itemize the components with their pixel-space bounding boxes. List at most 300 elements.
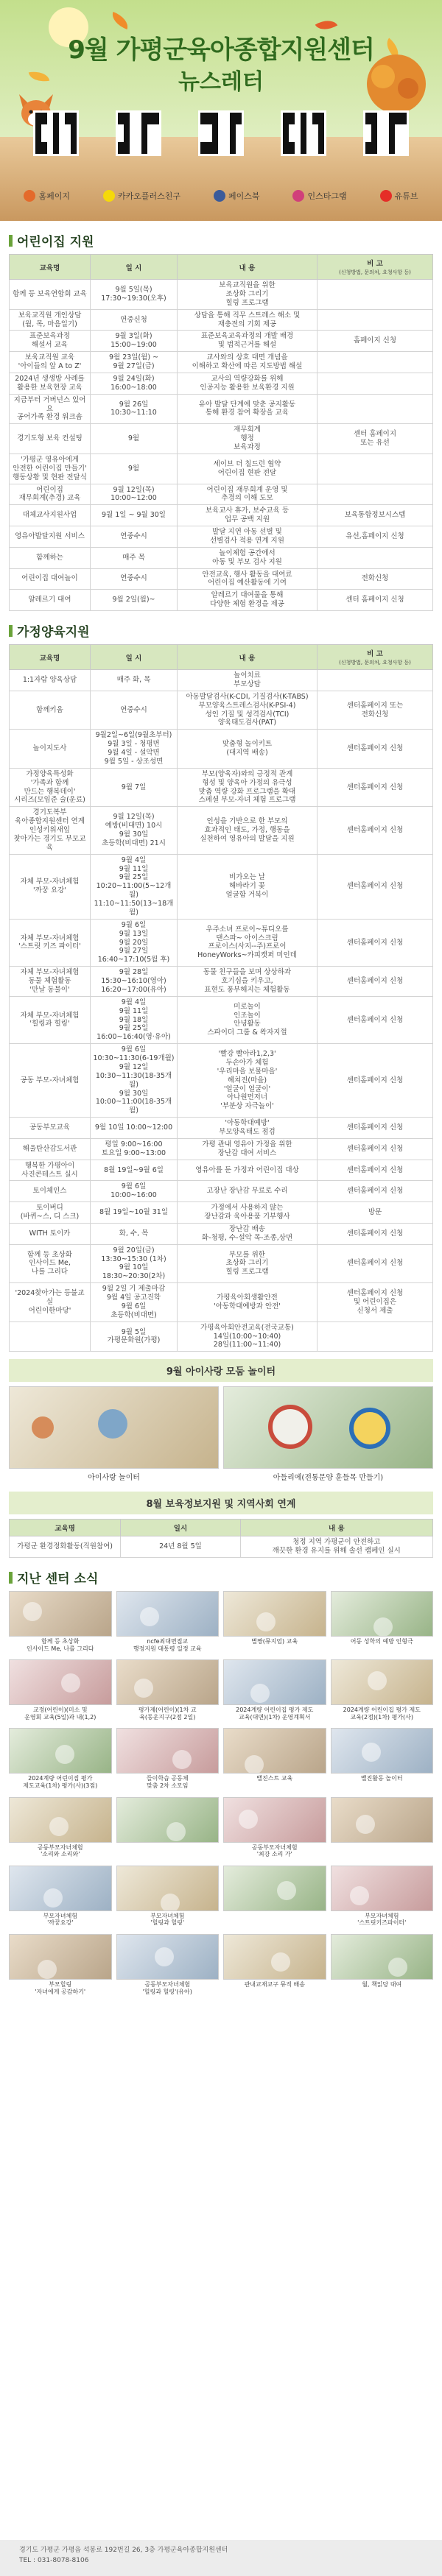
- qr-module: [306, 119, 312, 124]
- program-name-cell: 가정양육특성화 '가족과 함께 만드는 행복데이' 시리즈(모임준 술(운료): [10, 768, 91, 807]
- date-cell: 매주 목: [91, 547, 178, 568]
- column-header: 일 시: [91, 645, 178, 670]
- date-cell: 9월 23일(월) ~ 9월 27일(금): [91, 352, 178, 373]
- table-row: [10, 1283, 433, 1322]
- content-cell: 놀이치료 부모상담: [178, 670, 318, 691]
- note-cell: 센터홈페이지 신청: [318, 1244, 433, 1283]
- newsletter-title: 9월 가평군육아종합지원센터: [68, 35, 374, 65]
- qr-module: [124, 119, 130, 124]
- qr-module: [371, 119, 377, 124]
- note-cell: 센터홈페이지 신청: [318, 996, 433, 1043]
- gallery-item: [116, 1659, 220, 1723]
- qr-module: [389, 136, 395, 142]
- qr-module: [35, 148, 41, 154]
- table-row: [10, 1244, 433, 1283]
- qr-module: [389, 119, 395, 124]
- qr-module: [124, 113, 130, 119]
- qr-module: [401, 136, 407, 142]
- qr-code-kakao[interactable]: [116, 110, 161, 156]
- qr-module: [53, 119, 59, 124]
- qr-module: [371, 113, 377, 119]
- note-cell: 보육통합정보시스템: [318, 505, 433, 526]
- qr-module: [212, 136, 218, 142]
- qr-module: [141, 130, 147, 136]
- qr-module: [289, 119, 295, 124]
- program-name-cell: '2024찾아가는 등불교실 어린이한마당': [10, 1283, 91, 1322]
- program-name-cell: 함께하는: [10, 547, 91, 568]
- qr-module: [306, 130, 312, 136]
- qr-module: [371, 130, 377, 136]
- qr-module: [283, 136, 289, 142]
- qr-module: [230, 124, 236, 130]
- qr-module: [141, 136, 147, 142]
- qr-module: [371, 142, 377, 148]
- program-name-cell: 자체 부모-자녀체험 '스트릿 키즈 파이터': [10, 919, 91, 966]
- qr-module: [289, 136, 295, 142]
- date-cell: 9월 2일 기 제출마감 9월 4일 공고진학 9월 6일 초등학(비대면): [91, 1283, 178, 1322]
- note-cell: 센터 홈페이지 신청: [318, 590, 433, 611]
- daycare-support-table: [9, 254, 433, 611]
- qr-module: [141, 113, 147, 119]
- home-parenting-section: [0, 621, 442, 1352]
- qr-module: [395, 136, 401, 142]
- qr-module: [383, 124, 389, 130]
- gallery-caption: 밸진스트 교육: [256, 1775, 293, 1782]
- qr-module: [130, 119, 136, 124]
- qr-module: [230, 136, 236, 142]
- qr-module: [47, 136, 53, 142]
- gallery-photo: [331, 1591, 434, 1637]
- section-title: [9, 1568, 433, 1587]
- note-cell: 센터홈페이지 신청: [318, 967, 433, 997]
- content-cell: 부모를 위한 초상화 그리기 힐링 프로그램: [178, 1244, 318, 1283]
- table-header-row: [10, 1520, 433, 1536]
- table-row: [10, 568, 433, 590]
- home-icon: [24, 190, 35, 202]
- qr-module: [295, 124, 301, 130]
- facebook-icon: [214, 190, 225, 202]
- program-name-cell: 보육교직원 개인상담 (월, 목, 마음일기): [10, 309, 91, 331]
- qr-module: [306, 113, 312, 119]
- qr-module: [283, 113, 289, 119]
- table-header-row: [10, 255, 433, 280]
- qr-module: [301, 113, 306, 119]
- table-row: [10, 484, 433, 505]
- qr-module: [395, 142, 401, 148]
- qr-code-facebook[interactable]: [198, 110, 244, 156]
- qr-module: [236, 113, 242, 119]
- program-name-cell: 행복한 가평아이 사진콘테스트 실시: [10, 1160, 91, 1181]
- gallery-photo: [223, 1934, 326, 1980]
- qr-module: [53, 142, 59, 148]
- program-name-cell: 공동부모교육: [10, 1118, 91, 1139]
- qr-module: [365, 113, 371, 119]
- qr-module: [71, 148, 77, 154]
- home-parenting-table: [9, 644, 433, 1352]
- program-name-cell: 자체 부모-자녀체험 '까꿍 요강': [10, 854, 91, 919]
- qr-module: [236, 119, 242, 124]
- qr-module: [130, 136, 136, 142]
- qr-module: [365, 136, 371, 142]
- qr-module: [136, 148, 141, 154]
- date-cell: 9월 10일 10:00~12:00: [91, 1118, 178, 1139]
- date-cell: 연중수시: [91, 691, 178, 730]
- note-cell: [318, 373, 433, 394]
- gallery-photo: [331, 1659, 434, 1705]
- qr-module: [395, 124, 401, 130]
- qr-module: [59, 130, 65, 136]
- qr-module: [312, 113, 318, 119]
- gallery-caption: 2024계량 어린이집 평가 제도 교육(2점)(1차) 평가(사): [343, 1707, 421, 1721]
- date-cell: 24년 8월 5일: [121, 1536, 240, 1558]
- qr-module: [124, 124, 130, 130]
- note-cell: 센터홈페이지 신청: [318, 1118, 433, 1139]
- column-header: 내 용: [178, 645, 318, 670]
- table-row: [10, 590, 433, 611]
- program-name-cell: 표준보육과정 해설서 교육: [10, 331, 91, 352]
- qr-module: [147, 119, 153, 124]
- date-cell: 9월 5일 가평문화원(가평): [91, 1321, 178, 1352]
- program-name-cell: 경기도형 보육 컨설팅: [10, 424, 91, 454]
- qr-module: [65, 136, 71, 142]
- note-cell: [318, 454, 433, 484]
- qr-module: [153, 142, 159, 148]
- qr-module: [47, 113, 53, 119]
- gallery-item: [116, 1934, 220, 1998]
- qr-module: [47, 124, 53, 130]
- content-cell: 영유아를 둔 가정과 어린이집 대상: [178, 1160, 318, 1181]
- qr-module: [53, 113, 59, 119]
- newsletter-subtitle: 뉴스레터: [178, 69, 264, 95]
- qr-module: [153, 148, 159, 154]
- column-header-hint: (신청방법, 문의처, 요청사항 등): [339, 269, 411, 275]
- note-cell: [318, 547, 433, 568]
- gallery-photo: [116, 1934, 220, 1980]
- gallery-item: [331, 1797, 434, 1861]
- date-cell: 9월 12일(목) 10:00~12:00: [91, 484, 178, 505]
- qr-module: [41, 119, 47, 124]
- qr-module: [130, 130, 136, 136]
- section-title: [9, 621, 433, 640]
- gallery-photo: [9, 1591, 112, 1637]
- qr-module: [124, 142, 130, 148]
- note-cell: [318, 309, 433, 331]
- table-row: [10, 1138, 433, 1160]
- qr-module: [389, 113, 395, 119]
- program-name-cell: 2024년 생생방 사례를 활용한 보육현장 교육: [10, 373, 91, 394]
- qr-module: [141, 119, 147, 124]
- program-name-cell: 함께 등 초상화 인사이드 Me, 나를 그리다: [10, 1244, 91, 1283]
- qr-module: [153, 124, 159, 130]
- tour-photo: [9, 1386, 219, 1469]
- qr-code-homepage[interactable]: [33, 110, 79, 156]
- sns-link-facebook[interactable]: [214, 190, 260, 202]
- footer: [0, 2540, 442, 2576]
- qr-module: [136, 136, 141, 142]
- qr-module: [206, 113, 212, 119]
- qr-module: [377, 148, 383, 154]
- qr-module: [147, 136, 153, 142]
- qr-module: [35, 124, 41, 130]
- qr-module: [35, 142, 41, 148]
- qr-module: [65, 142, 71, 148]
- table-row: [10, 691, 433, 730]
- gallery-caption: [223, 1911, 326, 1926]
- qr-module: [389, 124, 395, 130]
- gallery-item: [116, 1728, 220, 1792]
- gallery-item: [9, 1797, 112, 1861]
- gallery-caption: 교정(어린이)(미소 및 운영회 교육(5일)과 내(1,2): [24, 1707, 97, 1721]
- qr-module: [236, 148, 242, 154]
- qr-module: [218, 113, 224, 119]
- community-link-table: [9, 1519, 433, 1558]
- qr-module: [306, 124, 312, 130]
- qr-module: [236, 136, 242, 142]
- qr-module: [318, 119, 324, 124]
- content-cell: 보육교사 휴가, 보수교육 등 업무 공백 지원: [178, 505, 318, 526]
- note-cell: 센터홈페이지 신청: [318, 1160, 433, 1181]
- program-name-cell: 어린이집 대여놀이: [10, 568, 91, 590]
- qr-module: [153, 130, 159, 136]
- date-cell: 연중수시: [91, 526, 178, 548]
- qr-module: [71, 142, 77, 148]
- qr-module: [212, 130, 218, 136]
- qr-module: [295, 130, 301, 136]
- program-name-cell: 지금부터 거버넌스 있어요 공어가족 환경 워크숍: [10, 394, 91, 424]
- qr-module: [230, 130, 236, 136]
- qr-module: [206, 148, 212, 154]
- qr-module: [371, 148, 377, 154]
- gallery-photo: [331, 1797, 434, 1843]
- qr-module: [35, 136, 41, 142]
- table-row: [10, 1536, 433, 1558]
- qr-module: [365, 142, 371, 148]
- content-cell: 인성을 기반으로 한 부모의 효과적인 태도, 가정, 행동을 실천하여 영유아의 발달을 지원: [178, 807, 318, 854]
- qr-module: [41, 124, 47, 130]
- gallery-item: [9, 1728, 112, 1792]
- qr-module: [59, 136, 65, 142]
- sns-link-homepage[interactable]: [24, 190, 70, 202]
- qr-module: [295, 119, 301, 124]
- qr-module: [395, 148, 401, 154]
- qr-module: [377, 136, 383, 142]
- qr-module: [383, 113, 389, 119]
- qr-module: [224, 148, 230, 154]
- qr-module: [71, 113, 77, 119]
- qr-module: [318, 113, 324, 119]
- content-cell: 교사의 역량강화를 위해 인공지능 활용한 보육환경 지원: [178, 373, 318, 394]
- gallery-item: [223, 1934, 326, 1998]
- qr-module: [206, 119, 212, 124]
- gallery-item: [223, 1866, 326, 1930]
- qr-module: [401, 142, 407, 148]
- qr-module: [283, 130, 289, 136]
- note-cell: 유선,홈페이지 신청: [318, 526, 433, 548]
- qr-module: [200, 130, 206, 136]
- qr-module: [200, 119, 206, 124]
- gallery-photo: [331, 1866, 434, 1911]
- title-bar: [9, 1572, 13, 1584]
- note-cell: 센터홈페이지 신청: [318, 807, 433, 854]
- qr-module: [312, 119, 318, 124]
- qr-module: [312, 130, 318, 136]
- program-name-cell: 놀이지도사: [10, 730, 91, 769]
- qr-module: [59, 113, 65, 119]
- gallery-photo: [223, 1797, 326, 1843]
- qr-module: [283, 119, 289, 124]
- qr-module: [65, 148, 71, 154]
- table-row: [10, 454, 433, 484]
- daycare-support-section: [0, 231, 442, 611]
- qr-module: [59, 119, 65, 124]
- footer-tel: TEL : 031-8078-8106: [19, 2556, 89, 2564]
- date-cell: 9월 6일 10:30~11:30(6-19개월) 9월 12일 10:30~11:30(18-35개월) 9월 30일 10:00~11:00(18-35개월): [91, 1044, 178, 1118]
- content-cell: 청정 지역 가평군이 안전하고 깨끗한 환경 유지를 위해 솔선 캠페인 실시: [240, 1536, 432, 1558]
- qr-module: [318, 124, 324, 130]
- note-cell: 센터홈페이지 신청 및 어린이집은 신청서 제출: [318, 1283, 433, 1322]
- qr-code-instagram[interactable]: [281, 110, 326, 156]
- qr-module: [206, 136, 212, 142]
- gallery-photo: [116, 1797, 220, 1843]
- qr-module: [53, 124, 59, 130]
- qr-module: [295, 136, 301, 142]
- gallery-photo: [223, 1659, 326, 1705]
- content-cell: 표준보육교육과정의 개발 배경 및 법적근거를 해설: [178, 331, 318, 352]
- qr-module: [236, 124, 242, 130]
- content-cell: 안전교육, 행사 활동을 대여료 어린이집 예산활동에 기여: [178, 568, 318, 590]
- date-cell: 9월 26일 10:30~11:10: [91, 394, 178, 424]
- qr-module: [130, 113, 136, 119]
- table-row: [10, 919, 433, 966]
- table-row: [10, 505, 433, 526]
- qr-module: [377, 119, 383, 124]
- table-row: [10, 309, 433, 331]
- qr-module: [59, 124, 65, 130]
- content-cell: 장난감 배송 화-청평, 수-설악 목-조종,상면: [178, 1223, 318, 1244]
- qr-module: [130, 124, 136, 130]
- qr-module: [383, 142, 389, 148]
- qr-module: [306, 142, 312, 148]
- date-cell: 9월 4일 9월 11일 9월 25일 10:20~11:00(5~12개월) 11:10~11:50(13~18개월): [91, 854, 178, 919]
- title-bar: [9, 625, 13, 637]
- content-cell: 비가오는 날 해바라기 꽃 얼굴함 거북이: [178, 854, 318, 919]
- table-row: [10, 394, 433, 424]
- date-cell: 9월 12일(목) 예방(비대면) 10시 9월 30일 초등학(비대면) 21시: [91, 807, 178, 854]
- content-cell: 고장난 장난감 무료로 수리: [178, 1181, 318, 1202]
- sns-links: [7, 190, 435, 202]
- instagram-icon: [292, 190, 304, 202]
- content-cell: 우주소녀 프로이~튜디오를 댄스파~ 아이스크림 프로이스(사지--주)프로이 HoneyWorks~카피캣퍼 미인데: [178, 919, 318, 966]
- content-cell: 아동발달검사(K-CDI, 기질검사(K-TABS) 부모양육스트레스검사(K-PSI-4) 성인 기질 및 성격검사(TCI) 양육태도검사(PAT): [178, 691, 318, 730]
- date-cell: 9월 6일 9월 13일 9월 20일 9월 27일 16:40~17:10(5월 후): [91, 919, 178, 966]
- qr-module: [295, 142, 301, 148]
- content-cell: 유아 발달 단계에 맞춘 공지활동 통해 환경 참여 확장을 교육: [178, 394, 318, 424]
- sns-link-youtube[interactable]: [380, 190, 418, 202]
- gallery-item: [9, 1659, 112, 1723]
- date-cell: 연중신청: [91, 309, 178, 331]
- qr-module: [301, 119, 306, 124]
- program-name-cell: 보육교직원 교육 '아이들의 앞 A to Z': [10, 352, 91, 373]
- qr-module: [118, 142, 124, 148]
- sns-link-instagram[interactable]: [292, 190, 346, 202]
- gallery-item: [331, 1728, 434, 1792]
- program-name-cell: 토이체인스: [10, 1181, 91, 1202]
- qr-module: [41, 148, 47, 154]
- qr-module: [212, 113, 218, 119]
- qr-module: [35, 119, 41, 124]
- program-name-cell: [10, 1321, 91, 1352]
- qr-module: [136, 130, 141, 136]
- leaf-icon: [109, 12, 131, 29]
- table-row: [10, 280, 433, 310]
- qr-module: [365, 130, 371, 136]
- gallery-item: [9, 1934, 112, 1998]
- qr-module: [377, 142, 383, 148]
- qr-module: [59, 142, 65, 148]
- gallery-item: [331, 1659, 434, 1723]
- qr-module: [118, 113, 124, 119]
- gallery-photo: [116, 1728, 220, 1774]
- gallery-caption: 평가제(어린이)(1차 교 육(동운지구(2점 2일): [138, 1707, 197, 1721]
- qr-module: [147, 113, 153, 119]
- gallery-photo: [223, 1591, 326, 1637]
- column-header: 일 시: [91, 255, 178, 280]
- qr-module: [395, 113, 401, 119]
- table-row: [10, 670, 433, 691]
- column-header: 교육명: [10, 645, 91, 670]
- program-name-cell: 가평군 환경정화활동(직원참여): [10, 1536, 121, 1558]
- qr-module: [318, 148, 324, 154]
- program-name-cell: 1:1자람 양육상담: [10, 670, 91, 691]
- date-cell: 9월 4일 9월 11일 9월 18일 9월 25일 16:00~16:40(영·유아): [91, 996, 178, 1043]
- qr-module: [212, 142, 218, 148]
- qr-module: [71, 119, 77, 124]
- qr-module: [224, 124, 230, 130]
- qr-module: [371, 124, 377, 130]
- qr-module: [71, 130, 77, 136]
- gallery-item: [223, 1728, 326, 1792]
- gallery-caption: 2024계량 어린이집 평가 제도 교육(대면)(1차) 운영계획서: [236, 1707, 314, 1721]
- qr-module: [200, 136, 206, 142]
- qr-module: [130, 148, 136, 154]
- qr-module: [312, 142, 318, 148]
- qr-module: [301, 136, 306, 142]
- table-row: [10, 1181, 433, 1202]
- qr-module: [224, 113, 230, 119]
- sns-label: 페이스북: [228, 191, 260, 201]
- qr-module: [365, 119, 371, 124]
- qr-module: [401, 130, 407, 136]
- gallery-photo: [116, 1591, 220, 1637]
- qr-module: [53, 148, 59, 154]
- column-header-hint: (신청방법, 문의처, 요청사항 등): [339, 660, 411, 666]
- sns-label: 카카오플러스친구: [117, 191, 180, 201]
- qr-module: [395, 130, 401, 136]
- note-cell: [318, 670, 433, 691]
- sns-link-kakao[interactable]: [103, 190, 180, 202]
- content-cell: 알레르기 대여물을 통해 다양한 체험 환경을 제공: [178, 590, 318, 611]
- content-cell: 부모(양육자)와의 긍정적 관계 형성 및 양육아 가정의 유극성 맞춤 역량 강화 프로그램을 확대 스페셜 부모-자녀 체험 프로그램: [178, 768, 318, 807]
- gallery-caption: 공동부모자녀체험 '힐링과 힐링'(유아): [142, 1980, 192, 1995]
- qr-code-youtube[interactable]: [363, 110, 409, 156]
- program-name-cell: 자체 부모-자녀체험 '힐링과 힐링': [10, 996, 91, 1043]
- column-header: 교육명: [10, 255, 91, 280]
- qr-module: [141, 148, 147, 154]
- table-row: [10, 807, 433, 854]
- qr-module: [318, 130, 324, 136]
- gallery-photo: [9, 1728, 112, 1774]
- title-bar: [9, 235, 13, 247]
